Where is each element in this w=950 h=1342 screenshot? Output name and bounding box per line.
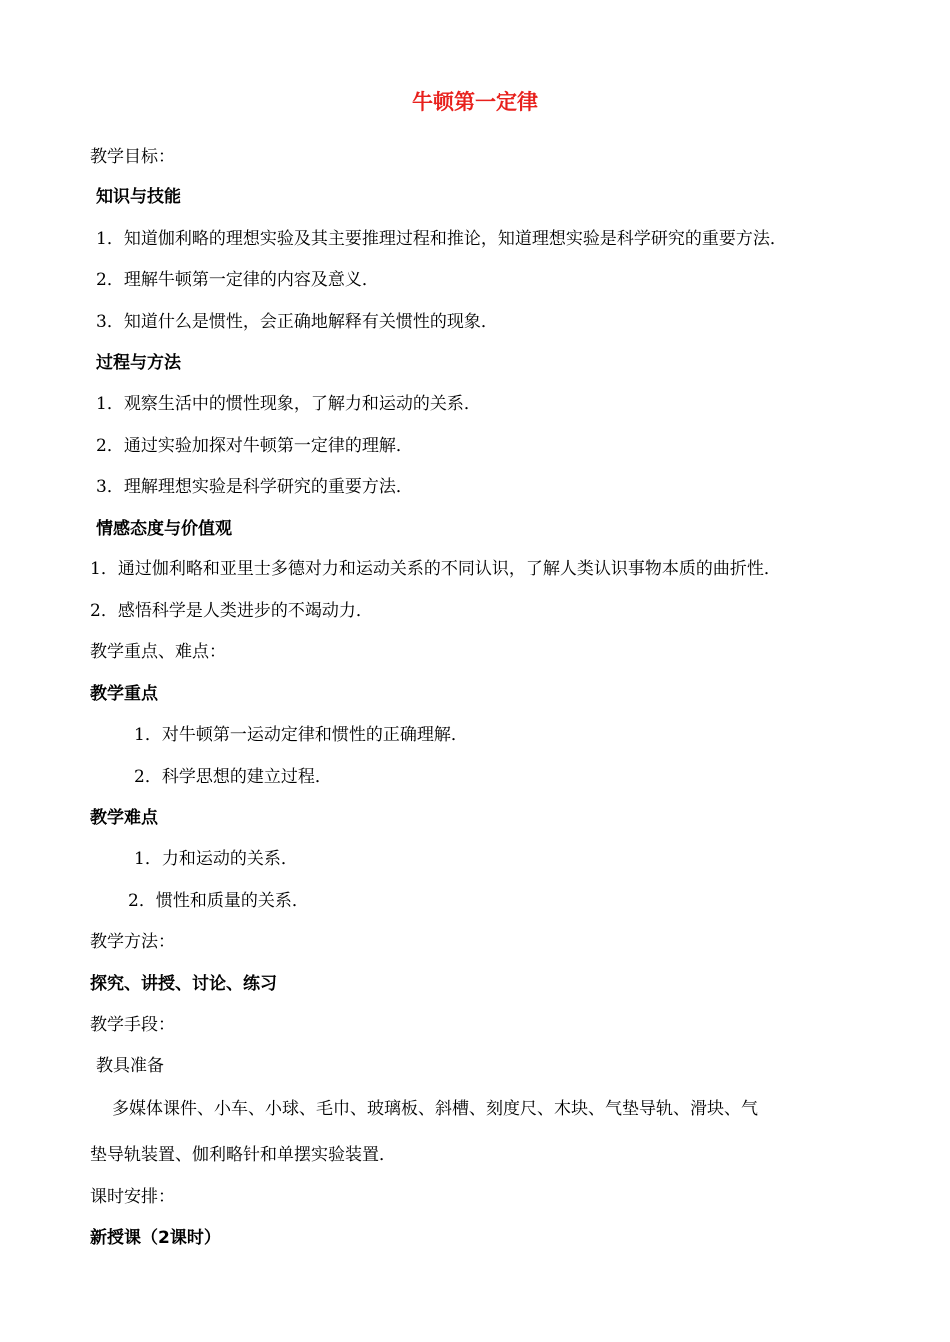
knowledge-item-1: 1．知道伽利略的理想实验及其主要推理过程和推论，知道理想实验是科学研究的重要方法． [96, 229, 787, 249]
process-item-2: 2．通过实验加探对牛顿第一定律的理解． [96, 436, 413, 456]
process-item-1: 1．观察生活中的惯性现象，了解力和运动的关系． [96, 394, 481, 414]
objectives-heading: 教学目标： [90, 147, 175, 167]
means-text-line-2: 垫导轨装置、伽利略针和单摆实验装置． [90, 1145, 396, 1165]
focus-item-1: 1．对牛顿第一运动定律和惯性的正确理解． [134, 725, 468, 745]
difficulty-item-1: 1．力和运动的关系． [134, 849, 298, 869]
schedule-heading: 课时安排： [90, 1187, 175, 1207]
methods-heading: 教学方法： [90, 932, 175, 952]
difficulty-heading: 教学难点 [90, 808, 158, 828]
emotion-item-2: 2．感悟科学是人类进步的不竭动力． [90, 601, 373, 621]
knowledge-item-3: 3．知道什么是惯性，会正确地解释有关惯性的现象． [96, 312, 498, 332]
schedule-text: 新授课（2课时） [90, 1228, 221, 1248]
knowledge-skills-heading: 知识与技能 [96, 187, 181, 207]
emotion-item-1: 1．通过伽利略和亚里士多德对力和运动关系的不同认识，了解人类认识事物本质的曲折性． [90, 559, 781, 579]
means-subheading: 教具准备 [96, 1056, 164, 1076]
means-text-line-1: 多媒体课件、小车、小球、毛巾、玻璃板、斜槽、刻度尺、木块、气垫导轨、滑块、气 [112, 1099, 758, 1119]
document-title: 牛顿第一定律 [412, 90, 538, 114]
focus-item-2: 2．科学思想的建立过程． [134, 767, 332, 787]
process-methods-heading: 过程与方法 [96, 353, 181, 373]
focus-heading: 教学重点 [90, 684, 158, 704]
process-item-3: 3．理解理想实验是科学研究的重要方法． [96, 477, 413, 497]
emotion-values-heading: 情感态度与价值观 [96, 519, 232, 539]
difficulty-item-2: 2．惯性和质量的关系． [128, 891, 309, 911]
key-points-heading: 教学重点、难点： [90, 642, 226, 662]
means-heading: 教学手段： [90, 1015, 175, 1035]
knowledge-item-2: 2．理解牛顿第一定律的内容及意义． [96, 270, 379, 290]
methods-text: 探究、讲授、讨论、练习 [90, 974, 277, 994]
